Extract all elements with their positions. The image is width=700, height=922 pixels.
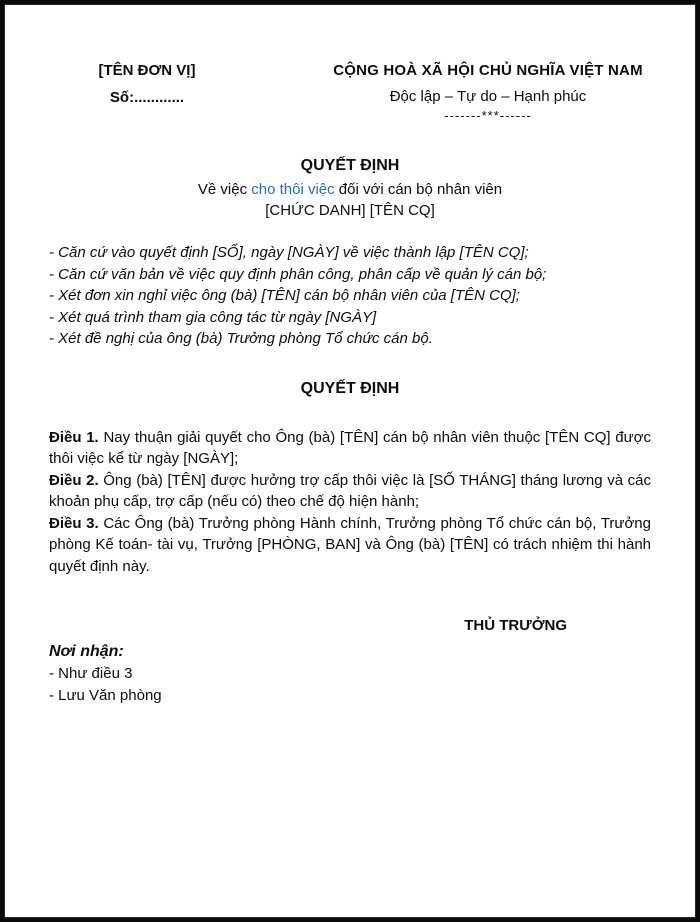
header-national-block	[325, 61, 651, 123]
termination-link[interactable]: cho thôi việc	[251, 181, 335, 198]
article-1-label: Điều 1.	[49, 428, 99, 446]
article-1	[49, 427, 651, 470]
preamble-line: - Căn cứ văn bản về việc quy định phân công, phân cấp về quản lý cán bộ;	[49, 265, 547, 283]
article-2-text: Ông (bà) [TÊN] được hưởng trợ cấp thôi việc là [SỐ THÁNG] tháng lương và các khoản phụ cấp, trợ cấp (nếu có) theo chế độ hiện hành;	[49, 471, 651, 510]
document-subtitle	[49, 179, 651, 200]
subtitle-placeholders: [CHỨC DANH] [TÊN CQ]	[265, 202, 435, 219]
document-header	[49, 61, 651, 123]
article-1-text: Nay thuận giải quyết cho Ông (bà) [TÊN] cán bộ nhân viên thuộc [TÊN CQ] được thôi việc kể từ ngày [NGÀY];	[49, 428, 651, 467]
preamble-section	[49, 242, 651, 350]
signature-title: THỦ TRƯỞNG	[464, 617, 567, 634]
preamble-line: - Xét đơn xin nghỉ việc ông (bà) [TÊN] cán bộ nhân viên của [TÊN CQ];	[49, 287, 520, 304]
document-inner-frame	[4, 4, 696, 918]
decision-heading: QUYẾT ĐỊNH	[300, 379, 400, 397]
header-org-block	[49, 61, 245, 107]
document-title: QUYẾT ĐỊNH	[300, 157, 400, 174]
recipient-item: - Lưu Văn phòng	[49, 687, 162, 704]
subtitle-prefix: Về việc	[197, 181, 252, 198]
recipients-section	[49, 641, 651, 707]
article-3	[49, 513, 651, 578]
recipients-label: Nơi nhận:	[49, 643, 124, 660]
org-name-placeholder: [TÊN ĐƠN VỊ]	[98, 62, 196, 79]
preamble-line: - Căn cứ vào quyết định [SỐ], ngày [NGÀY] về việc thành lập [TÊN CQ];	[49, 244, 529, 261]
national-title: CỘNG HOÀ XÃ HỘI CHỦ NGHĨA VIỆT NAM	[333, 62, 643, 79]
recipient-item: - Như điều 3	[49, 665, 133, 682]
article-2	[49, 470, 651, 513]
article-2-label: Điều 2.	[49, 471, 99, 489]
document-number: Số:............	[109, 89, 185, 106]
preamble-line: - Xét đề nghị của ông (bà) Trưởng phòng Tổ chức cán bộ.	[49, 330, 433, 347]
subtitle-suffix: đối với cán bộ nhân viên	[334, 181, 503, 198]
article-3-label: Điều 3.	[49, 514, 99, 532]
preamble-line: - Xét quá trình tham gia công tác từ ngày [NGÀY]	[49, 308, 377, 326]
star-separator: -------***------	[444, 108, 532, 123]
article-3-text: Các Ông (bà) Trưởng phòng Hành chính, Trưởng phòng Tổ chức cán bộ, Trưởng phòng Kế toán- tài vụ, Trưởng [PHÒNG, BAN] và Ông (bà) [TÊN] có trách nhiệm thi hành quyết định này.	[49, 514, 651, 575]
national-motto: Độc lập – Tự do – Hạnh phúc	[389, 88, 587, 105]
articles-section	[49, 427, 651, 578]
title-block	[49, 156, 651, 221]
